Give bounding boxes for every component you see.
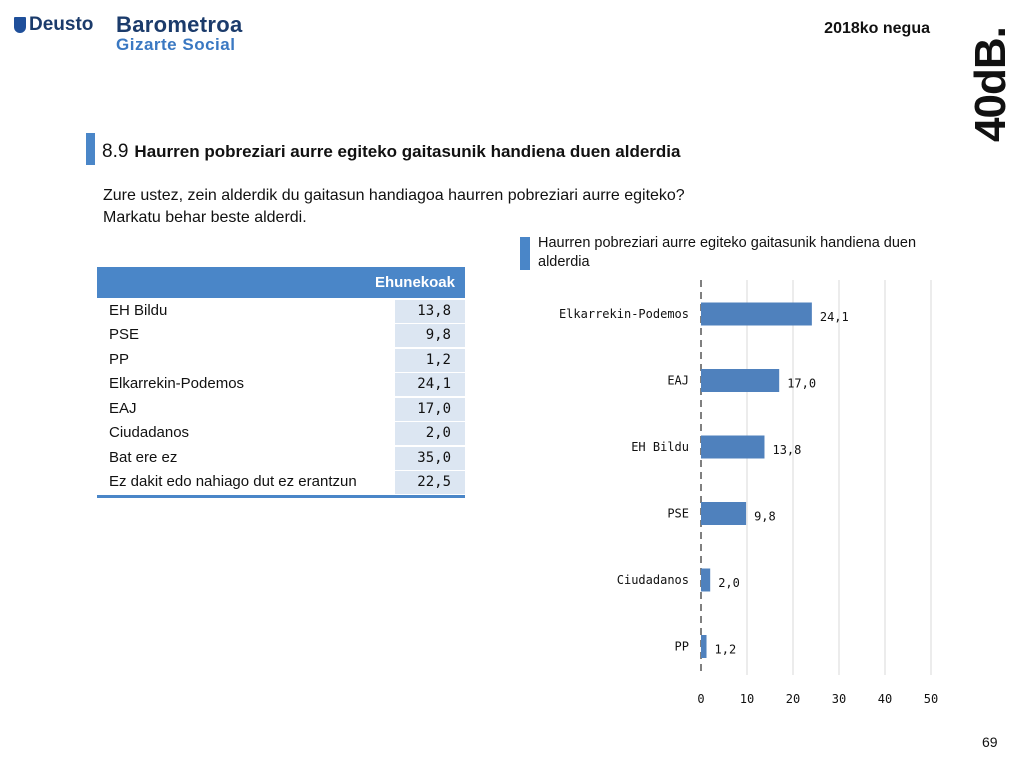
row-label: PSE — [109, 326, 140, 344]
row-value: 24,1 — [395, 373, 465, 396]
row-value: 35,0 — [395, 447, 465, 470]
table-bottom-rule — [97, 495, 465, 498]
data-label: 17,0 — [787, 376, 817, 391]
row-label: Ez dakit edo nahiago dut ez erantzun — [109, 473, 357, 491]
season-label: 2018ko negua — [824, 20, 930, 37]
section-title-text: Haurren pobreziari aurre egiteko gaitasunik handiena duen alderdia — [134, 142, 681, 161]
shield-icon — [14, 17, 26, 33]
data-label: 1,2 — [714, 642, 737, 657]
brand-40db-logo: 40dB. — [966, 27, 1015, 142]
barometro-logo: Barometroa — [116, 12, 243, 37]
data-label: 9,8 — [754, 509, 776, 524]
category-label: Elkarrekin-Podemos — [558, 307, 689, 321]
data-label: 2,0 — [718, 576, 740, 590]
question-line-2: Markatu behar beste alderdi. — [103, 209, 307, 226]
table-body — [97, 298, 465, 494]
row-label: EAJ — [109, 399, 137, 417]
bar — [701, 569, 710, 592]
x-tick-label: 0 — [697, 692, 705, 706]
bar — [701, 502, 746, 525]
chart-title: Haurren pobreziari aurre egiteko gaitasunik handiena duen alderdia — [538, 235, 917, 270]
section-number: 8.9 — [102, 141, 129, 162]
table-row — [97, 323, 465, 348]
data-label: 24,1 — [819, 310, 849, 324]
row-value: 13,8 — [395, 300, 465, 323]
row-label: Ciudadanos — [109, 424, 190, 442]
x-tick-label: 40 — [877, 692, 893, 706]
row-label: EH Bildu — [109, 301, 168, 319]
x-tick-label: 20 — [785, 692, 801, 706]
x-tick-label: 50 — [923, 692, 939, 706]
bar — [701, 369, 779, 392]
table-row — [97, 372, 465, 397]
bar — [701, 436, 764, 459]
table-header: Ehunekoak — [97, 267, 465, 298]
x-tick-label: 10 — [739, 692, 755, 706]
row-value: 2,0 — [395, 422, 465, 445]
chart-accent-bar — [520, 237, 530, 270]
category-label: PP — [674, 639, 689, 654]
category-label: PSE — [667, 506, 689, 521]
row-label: PP — [109, 350, 130, 368]
x-tick-label: 30 — [831, 692, 847, 706]
table-row — [97, 396, 465, 421]
data-label: 13,8 — [772, 443, 802, 457]
bar — [701, 635, 707, 658]
deusto-logo-text: Deusto — [29, 14, 94, 35]
row-value: 9,8 — [395, 324, 465, 347]
category-label: Ciudadanos — [616, 573, 689, 587]
table-row — [97, 470, 465, 495]
section-title — [102, 141, 680, 163]
bar-chart — [530, 270, 970, 720]
gizarte-social-logo: Gizarte Social — [116, 35, 236, 54]
table-row — [97, 347, 465, 372]
category-label: EAJ — [667, 373, 689, 388]
page-number: 69 — [982, 734, 998, 750]
row-label: Bat ere ez — [109, 448, 178, 466]
table-row — [97, 445, 465, 470]
table-row — [97, 421, 465, 446]
row-value: 17,0 — [395, 398, 465, 421]
percentages-table — [97, 267, 465, 498]
question-line-1: Zure ustez, zein alderdik du gaitasun handiagoa haurren pobreziari aurre egiteko? — [103, 187, 685, 204]
row-value: 1,2 — [395, 349, 465, 372]
bar — [701, 303, 812, 326]
deusto-logo — [14, 14, 93, 36]
table-row — [97, 298, 465, 323]
row-label: Elkarrekin-Podemos — [109, 375, 245, 393]
title-accent-bar — [86, 133, 95, 165]
row-value: 22,5 — [395, 471, 465, 494]
question-text — [103, 185, 803, 229]
category-label: EH Bildu — [631, 440, 689, 454]
